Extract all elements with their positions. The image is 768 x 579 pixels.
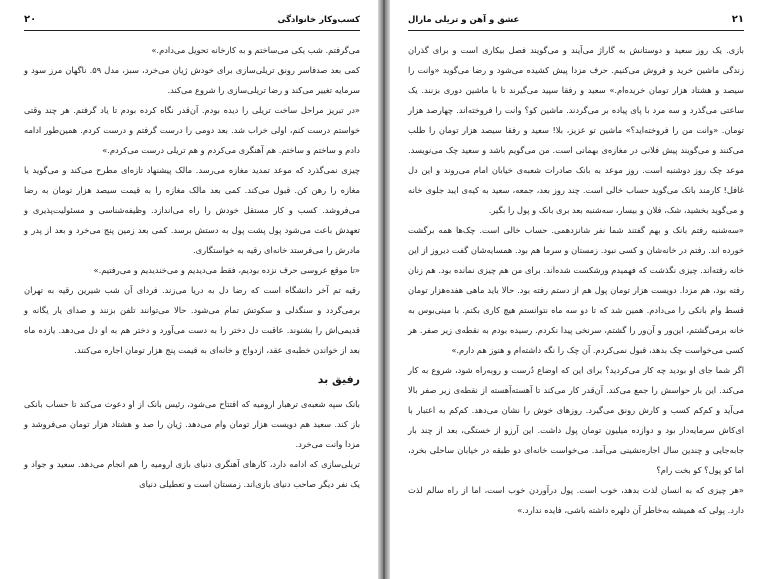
left-page-body <box>24 40 360 494</box>
right-page-body <box>408 40 744 520</box>
paragraph: اگر شما جای او بودید چه کار می‌کردید؟ برای این که اوضاع دُرست و رو‌به‌راه شود، شروع به کار می‌کند. این بار حواسش را جمع می‌کند. آن‌قدر کار می‌کند تا آهسته‌آهسته از نقطه‌ی زیر صفر بالا می‌آید و کم‌کم کسب و کارش رونق می‌گیرد. روزهای خوش را نشان می‌دهد. کم‌کم به اعتبار با ای‌کاش سرمایه‌دار بود و دوازده میلیون تومان پول داشت. این آرزو از خستگی، بعد از چند بار جابه‌جایی و چندین سال اجاره‌نشینی می‌آمد. می‌خواست خانه‌ای دو طبقه در خیابان ساحلی بخرد، اما کو پول؟ کو بخت رام؟ <box>408 365 744 475</box>
right-page-header <box>408 14 744 31</box>
paragraph: رقیه تم آخر دانشگاه است که رضا دل به دریا می‌زند. فردای آن شب شیرین رقیه به تهران برمی‌گردد و سنگدلی و سکوتش تمام می‌شود. حالا می‌توانند تلفن بزنند و صدای یار یگانه و قدیمی‌اش را بشنوند. عاقبت دل دختر را به دست می‌آورد و دختر هم به او دل می‌دهد. یازده ماه بعد از خواندن خطبه‌ی عقد، ازدواج و خانه‌ای به قیمت پنج هزار تومان اجاره می‌کنند. <box>24 285 360 355</box>
left-running-title: کسب‌وکار خانوادگی <box>277 15 360 25</box>
paragraph: می‌گرفتم. شب یکی می‌ساختم و به کارخانه تحویل می‌دادم.» <box>151 45 360 55</box>
paragraph: کمی بعد صدفاسر رونق تریلی‌سازی برای خودش ژیان می‌خرد، سبز، مدل ۵۹. ناگهان مرز سود و سرمایه تغییر می‌کند و رضا تریلی‌سازی را شروع می‌کند. <box>24 65 361 95</box>
paragraph: «هر چیزی که به انسان لذت بدهد، خوب است. پول درآوردن خوب است، اما از راه سالم لذت دارد. پولی که همیشه به‌خاطر آن دلهره داشته باشی، فایده ندارد.» <box>408 485 744 515</box>
left-page-number: ۲۰ <box>24 14 37 25</box>
paragraph: «تا موقع عروسی حرف نزده بودیم، فقط می‌دیدیم و می‌خندیدیم و می‌رفتیم.» <box>93 265 360 275</box>
paragraph: بازی. یک روز سعید و دوستانش به گاراژ می‌آیند و می‌گویند فصل بیکاری است و برای گذران زندگی ماشین خرید و فروش می‌کنیم. حرف مزدا پیش کشیده می‌شود و رضا می‌گوید «وانت را سیصد و هشتاد هزار تومان خریده‌ام.» سعید و رفقا سپید می‌گیرند تا با ماشین دوری بزنند. یک ساعتی می‌گذرد و سه مرد با پای پیاده بر می‌گردند. ماشین کو؟ وانت را فروخته‌اند. چهارصد هزار تومان. «وانت من را فروخته‌اید؟» ماشین تو عزیز، بلا! سعید و رفقا سیصد هزار تومان را طلب می‌کنند و می‌گویند پیش فلانی در مغازه‌ی بهمانی است. من می‌گویم باشد و سعید چک می‌نویسد. موعد چک روز دوشنبه است. روز موعد به بانک صادرات شعبه‌ی خیابان امام می‌روند و این دل غافل! کارمند بانک می‌گوید حساب خالی است. چند روز بعد، جمعه، سعید به کیه‌ی ایبد جلوی خانه و می‌گوید بخشید، شک، فلان و بیسار، سه‌شنبه بعد بری بانک و پول را بگیر. <box>408 45 744 215</box>
paragraph: «سه‌شنبه رفتم بانک و بهم گفتند شما نفر شانزدهمی. حساب خالی است. چک‌ها همه برگشت خورده اند. رفتم در خانه‌شان و کسی نبود. زمستان و سرما هم بود. همسایه‌شان گفت دیروز از این خانه رفته‌اند. چیزی نگذشت که فهمیدم ورشکست شده‌اند. برای من هم چیزی نمانده بود. هم زنان رفته بود، هم مزدا. دویست هزار تومان پول هم از دستم رفته بود. حالا باید ماهی هفده‌هزار تومان قسط وام بانکی را می‌دادم. همین شد که تا دو سه ماه نتوانستم هیچ کاری بکنم. با مینی‌بوس به خانه برمی‌گشتم، این‌ور و آن‌ور را گشتم، سرنخی پیدا نکردم. رسیده بودم به نقطه‌ی زیر صفر. هر کسی می‌خواست چک بدهد، قبول نمی‌کردم. آن چک را نگه داشته‌ام و هنوز هم دارم.» <box>408 225 744 355</box>
right-page <box>384 0 768 579</box>
paragraph: «در تبریز مراحل ساخت تریلی را دیده بودم. آن‌قدر نگاه کرده بودم تا یاد گرفتم. هر چند وقتی خواستم درست کنم، اولی خراب شد. بعد دومی را درست گرفتم و درست کردم. همین‌طور ادامه دادم و ساختم و ساختم. هم آهنگری می‌کردم و هم تریلی درست می‌کردم.» <box>24 105 360 155</box>
paragraph: بانک سپه شعبه‌ی ترهبار ارومیه که افتتاح می‌شود، رئیس بانک از او دعوت می‌کند تا حساب بانکی باز کند. سعید هم دویست هزار تومان وام می‌دهد. ژیان را صد و هشتاد هزار تومان می‌فروشد و مزدا وانت می‌خرد. <box>24 399 360 449</box>
section-heading: رفیق بد <box>317 373 360 386</box>
paragraph: تریلی‌سازی که ادامه دارد، کارهای آهنگری دنیای بازی ارومیه را هم انجام می‌دهد. سعید و جواد و یک نفر دیگر صاحب دنیای بازی‌اند. زمستان است و تعطیلی دنیای <box>24 459 360 489</box>
right-page-number: ۲۱ <box>731 14 744 25</box>
book-gutter <box>378 0 390 579</box>
left-page-header <box>24 14 360 31</box>
paragraph: چیزی نمی‌گذرد که موعد تمدید مغازه می‌رسد. مالک پیشنهاد تازه‌ای مطرح می‌کند و می‌گوید یا مغازه را رهن کن. قبول می‌کند. کمی بعد مالک مغازه را به قیمت سیصد هزار تومان به رضا می‌فروشد. کسب و کار مستقل خودش را راه می‌اندازد. وظیفه‌شناسی و مسئولیت‌پذیری و تعهدش باعث می‌شود پول پشت پول به دستش برسد. کمی بعد زمین پنج می‌خرد و بعد از پدر و مادرش را می‌فرستد خانه‌ای رقیه به خواستگاری. <box>24 165 360 255</box>
right-running-title: عشق و آهن و تریلی مارال <box>408 15 520 25</box>
